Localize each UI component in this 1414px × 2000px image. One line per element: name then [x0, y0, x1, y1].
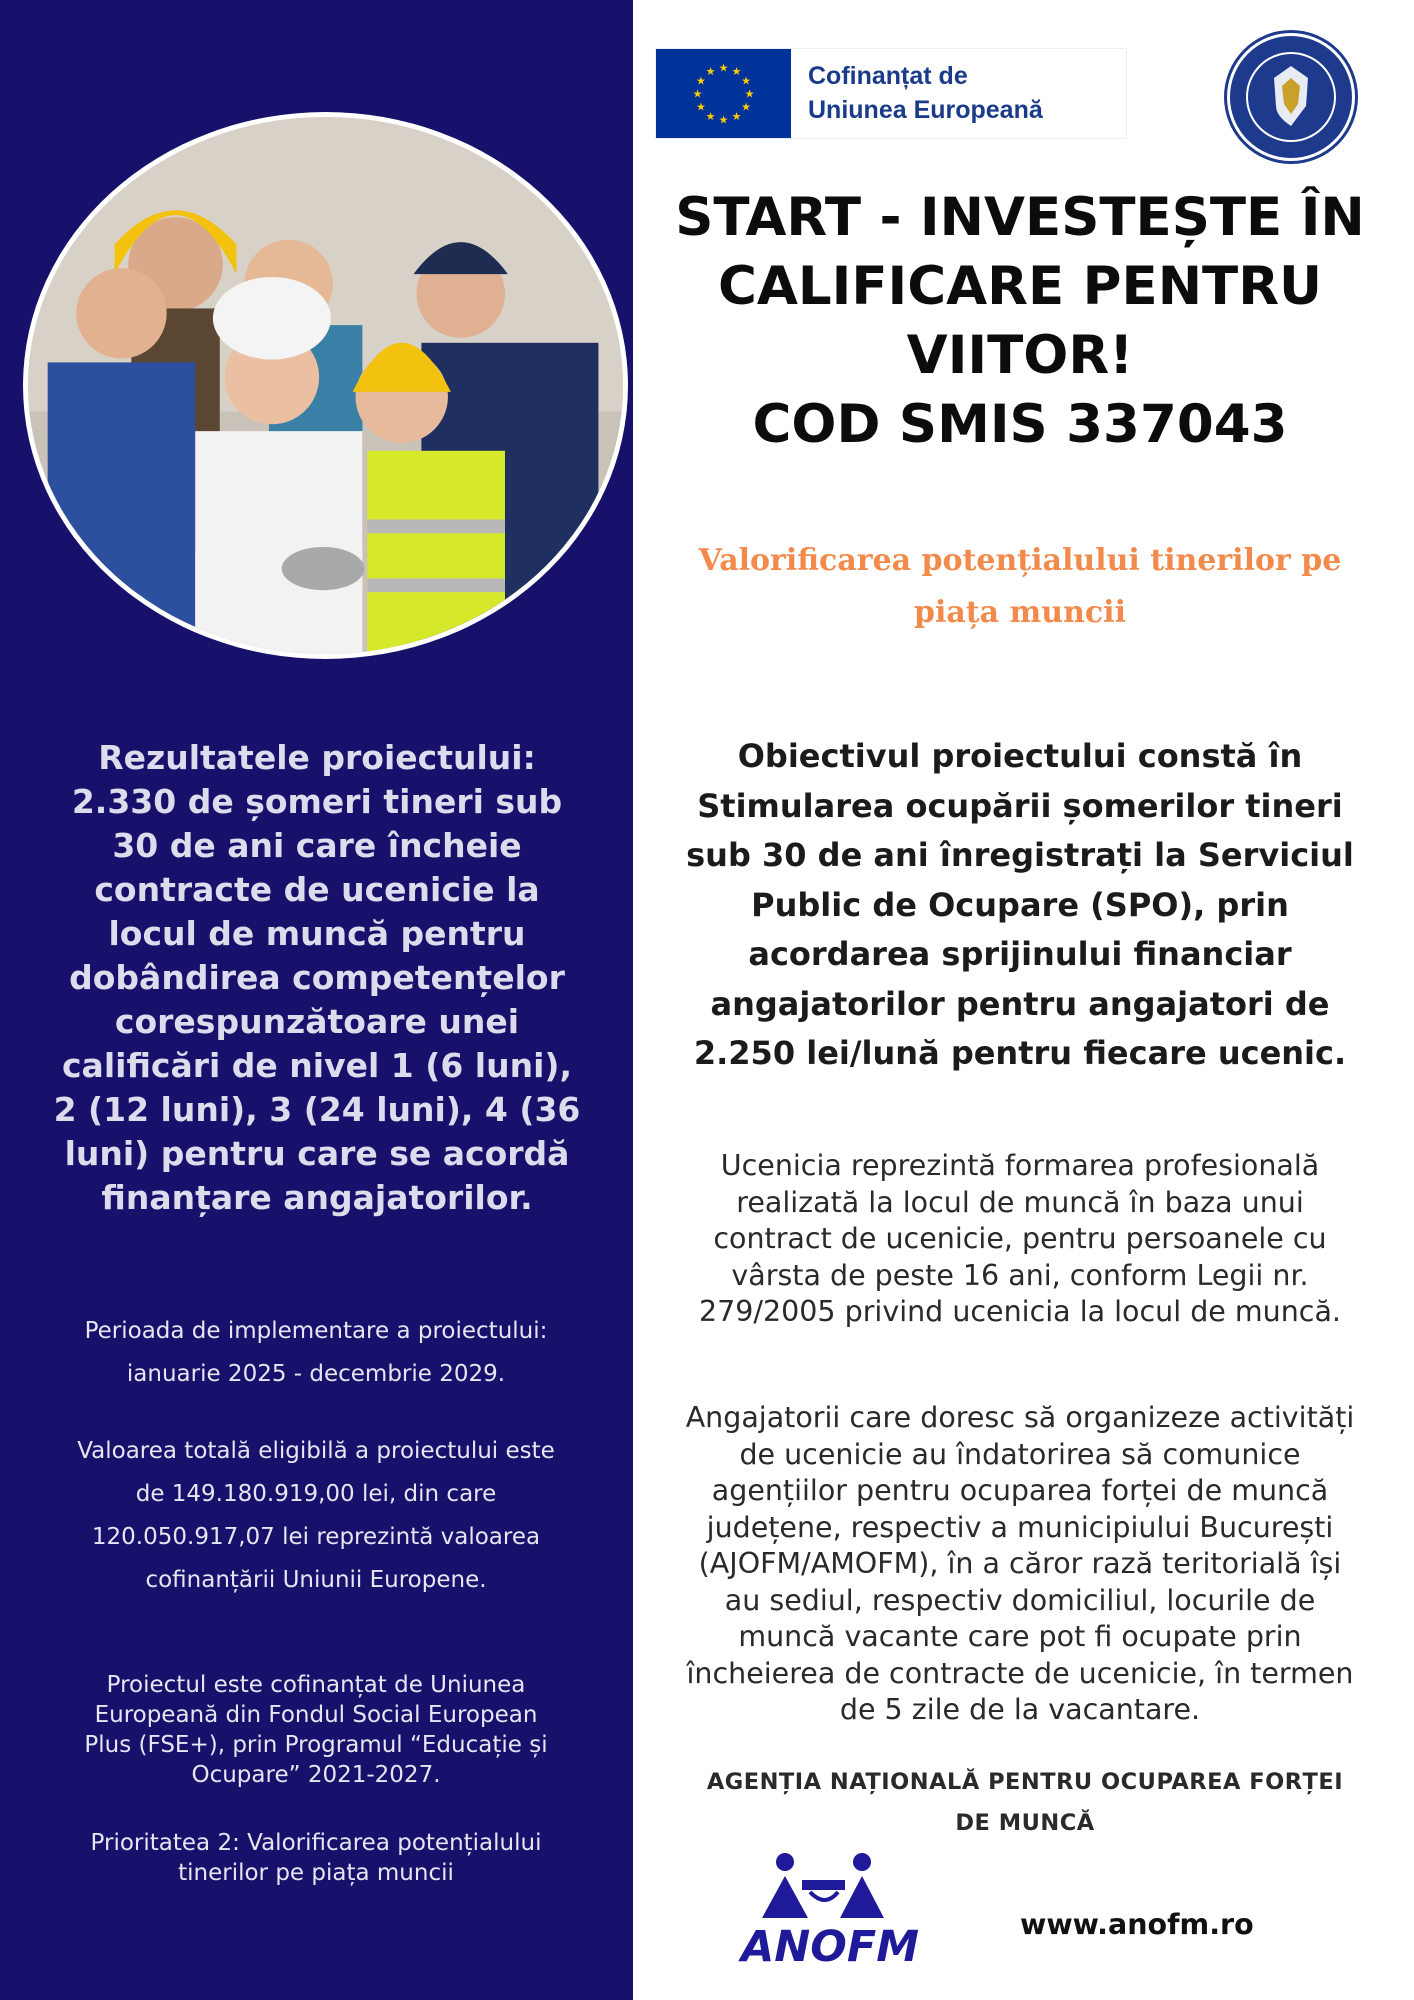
priority-statement	[14, 1828, 618, 1888]
ucenicia-line: 279/2005 privind ucenicia la locul de muncă.	[699, 1295, 1341, 1328]
objective-line: sub 30 de ani înregistrați la Serviciul	[686, 836, 1354, 874]
ucenicia-line: contract de ucenicie, pentru persoanele cu	[713, 1222, 1327, 1255]
title-line: VIITOR!	[906, 325, 1134, 386]
results-line: 2 (12 luni), 3 (24 luni), 4 (36	[53, 1090, 581, 1129]
objective-line: Obiectivul proiectului constă în	[737, 737, 1303, 775]
period-line: Perioada de implementare a proiectului:	[84, 1318, 548, 1344]
eu-star-icon: ★	[718, 113, 729, 127]
angajatorii-line: de ucenicie au îndatorirea să comunice	[739, 1437, 1301, 1471]
project-objective	[655, 732, 1385, 1079]
angajatorii-line: au sediul, respectiv domiciliul, locurile de	[724, 1583, 1316, 1617]
page-subtitle	[660, 535, 1380, 639]
results-line: 2.330 de șomeri tineri sub	[71, 782, 563, 821]
objective-line: Stimularea ocupării șomerilor tineri	[697, 786, 1343, 825]
period-line: ianuarie 2025 - decembrie 2029.	[126, 1361, 506, 1387]
title-line: COD SMIS 337043	[752, 394, 1288, 455]
objective-line: angajatorilor pentru angajatori de	[710, 984, 1330, 1023]
title-line: START - INVESTEȘTE ÎN	[675, 187, 1365, 248]
value-line: de 149.180.919,00 lei, din care	[135, 1481, 497, 1507]
agency-name	[655, 1762, 1395, 1844]
subtitle-line: piața muncii	[914, 595, 1126, 630]
eu-star-icon: ★	[692, 87, 703, 101]
funded-line: Ocupare” 2021-2027.	[191, 1762, 441, 1788]
angajatorii-line: de 5 zile de la vacantare.	[839, 1693, 1201, 1726]
results-line: locul de muncă pentru	[108, 914, 526, 953]
angajatorii-line: încheierea de contracte de ucenicie, în termen	[686, 1656, 1354, 1690]
coat-of-arms-icon	[1230, 36, 1352, 158]
results-line: luni) pentru care se acordă	[64, 1134, 570, 1173]
funded-line: Europeană din Fondul Social European	[94, 1702, 538, 1728]
workers-illustration	[28, 117, 623, 654]
workers-photo	[23, 112, 628, 659]
anofm-emblem-icon	[750, 1850, 900, 1920]
eu-flag-icon	[656, 49, 791, 138]
title-line: CALIFICARE PENTRU	[717, 256, 1323, 317]
eu-star-icon: ★	[696, 100, 706, 114]
anofm-logo-text: ANOFM	[741, 1922, 919, 1972]
website-url: www.anofm.ro	[1020, 1908, 1254, 1941]
eu-text-line: Uniunea Europeană	[808, 96, 1043, 124]
eu-star-icon: ★	[741, 100, 751, 114]
angajatorii-line: Angajatorii care doresc să organizeze activități	[685, 1401, 1355, 1434]
subtitle-line: Valorificarea potențialului tinerilor pe	[698, 543, 1342, 578]
ucenicia-line: vârsta de peste 16 ani, conform Legii nr.	[731, 1258, 1309, 1292]
project-results	[28, 736, 606, 1220]
results-line: Rezultatele proiectului:	[98, 738, 536, 777]
eu-star-icon: ★	[705, 110, 716, 124]
results-line: 30 de ani care încheie	[112, 826, 522, 865]
total-value	[14, 1430, 618, 1602]
objective-line: acordarea sprijinului financiar	[748, 935, 1292, 973]
results-line: contracte de ucenicie la	[94, 870, 540, 909]
apprenticeship-definition	[650, 1148, 1390, 1331]
romanian-government-seal	[1227, 33, 1355, 161]
funded-line: Proiectul este cofinanțat de Uniunea	[106, 1672, 526, 1698]
funding-statement	[14, 1670, 618, 1790]
anofm-logo	[720, 1850, 940, 1975]
priority-line: Prioritatea 2: Valorificarea potențialului	[90, 1830, 542, 1856]
objective-line: Public de Ocupare (SPO), prin	[751, 885, 1289, 924]
eu-star-icon: ★	[718, 61, 729, 75]
eu-star-icon: ★	[744, 87, 755, 101]
eu-text-line: Cofinanțat de	[808, 62, 968, 90]
agency-line: DE MUNCĂ	[955, 1810, 1095, 1836]
value-line: Valoarea totală eligibilă a proiectului este	[77, 1438, 555, 1464]
ucenicia-line: Ucenicia reprezintă formarea profesională	[720, 1149, 1320, 1182]
eu-star-icon: ★	[731, 110, 742, 124]
eu-star-icon: ★	[741, 74, 751, 88]
results-line: calificări de nivel 1 (6 luni),	[61, 1046, 573, 1085]
eu-star-icon: ★	[731, 64, 742, 78]
eu-cofinanced-logo	[655, 48, 1127, 139]
angajatorii-line: agențiilor pentru ocuparea forței de muncă	[711, 1474, 1329, 1507]
angajatorii-line: (AJOFM/AMOFM), în a căror rază teritorială își	[698, 1547, 1342, 1580]
page-title	[650, 183, 1390, 459]
eu-logo-text	[808, 59, 1043, 127]
agency-line: AGENȚIA NAȚIONALĂ PENTRU OCUPAREA FORȚEI	[706, 1769, 1344, 1795]
results-line: finanțare angajatorilor.	[101, 1178, 533, 1217]
eu-star-icon: ★	[696, 74, 706, 88]
eu-star-icon: ★	[705, 64, 716, 78]
angajatorii-line: muncă vacante care pot fi ocupate prin	[738, 1620, 1302, 1653]
results-line: corespunzătoare unei	[114, 1002, 520, 1041]
left-panel	[0, 0, 633, 2000]
priority-line: tinerilor pe piața muncii	[178, 1860, 454, 1886]
objective-line: 2.250 lei/lună pentru fiecare ucenic.	[693, 1034, 1347, 1072]
results-line: dobândirea competențelor	[69, 958, 565, 997]
funded-line: Plus (FSE+), prin Programul “Educație și	[84, 1732, 548, 1758]
ucenicia-line: realizată la locul de muncă în baza unui	[736, 1185, 1304, 1219]
implementation-period	[14, 1310, 618, 1396]
value-line: cofinanțării Uniunii Europene.	[145, 1567, 487, 1593]
value-line: 120.050.917,07 lei reprezintă valoarea	[91, 1524, 541, 1550]
angajatorii-line: județene, respectiv a municipiului București	[706, 1510, 1334, 1544]
employers-obligation	[650, 1400, 1390, 1729]
